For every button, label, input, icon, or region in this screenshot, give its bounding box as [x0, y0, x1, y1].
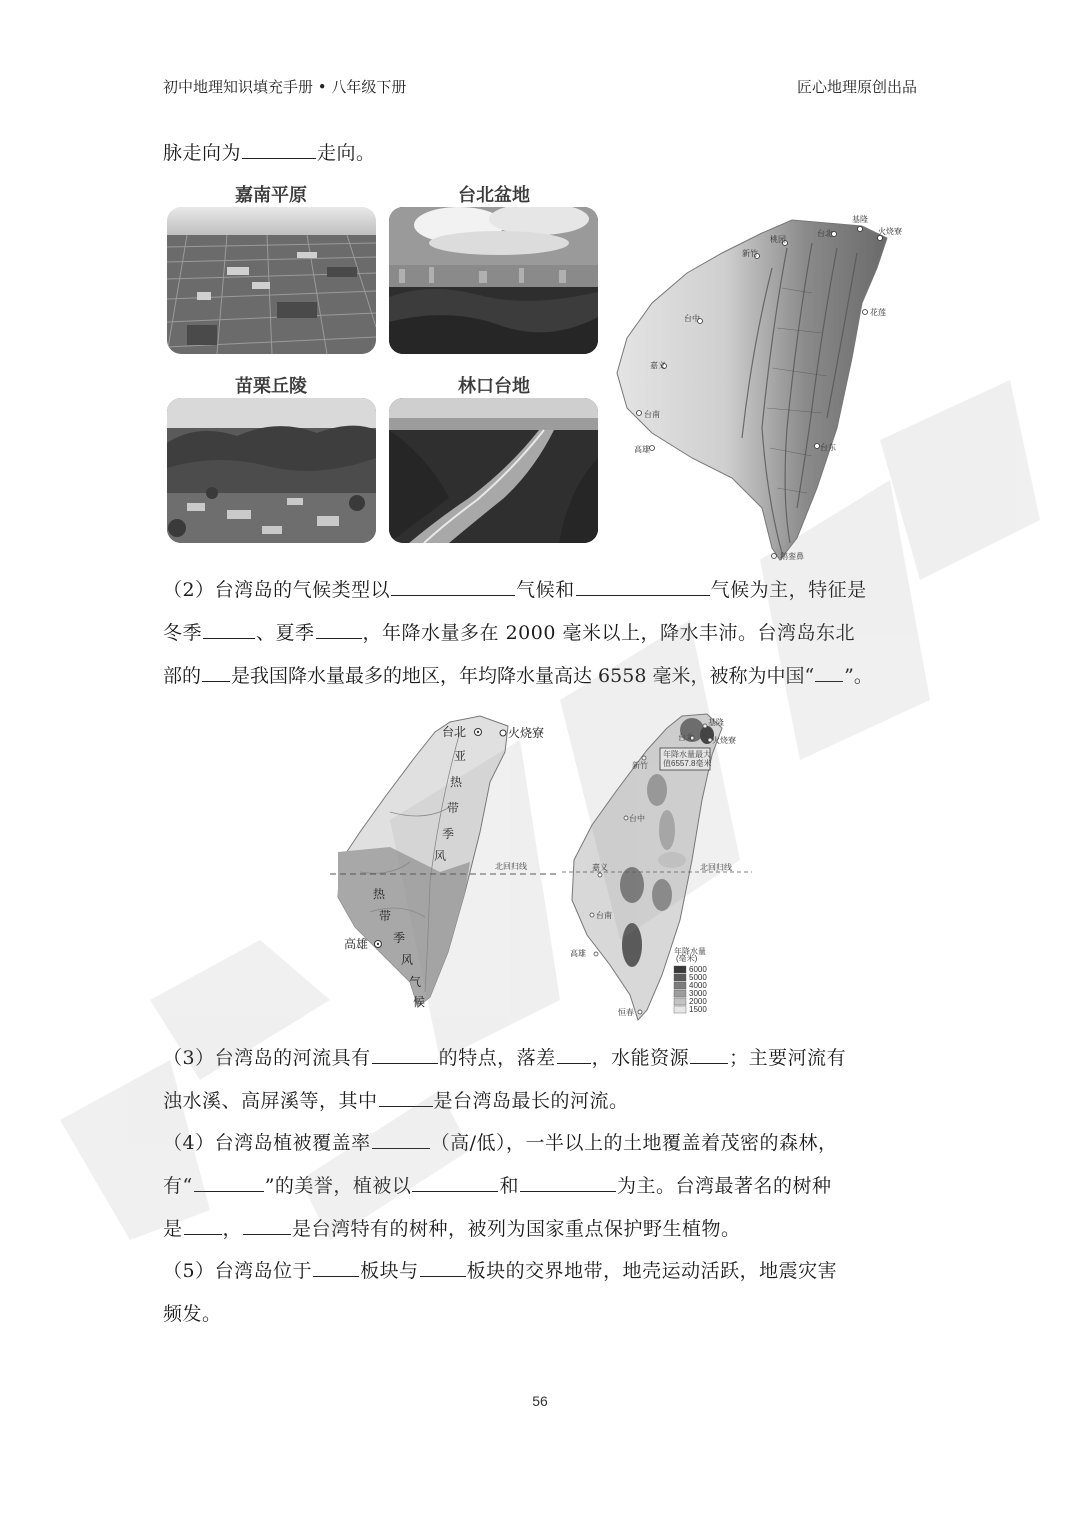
map-label-keelung: 基隆	[708, 718, 724, 727]
map-label-kaohsiung: 高雄	[344, 937, 369, 951]
zone-char: 候	[413, 995, 426, 1009]
zone-char: 热	[450, 775, 463, 789]
question-4	[163, 1122, 923, 1251]
legend-title: 年降水量	[674, 947, 706, 956]
map-label-huoshaoliao: 火烧寮	[508, 726, 545, 740]
map-label-hualien: 花莲	[870, 308, 886, 317]
q4-text: 为主。台湾最著名的树种	[616, 1175, 832, 1197]
q5-text: 板块的交界地带，地壳运动活跃，地震灾害	[466, 1260, 838, 1282]
legend-swatch	[674, 990, 686, 997]
map-label-keelung: 基隆	[852, 215, 868, 224]
q2-text: 气候和	[516, 579, 575, 601]
answer-blank[interactable]	[243, 1212, 291, 1235]
page-number: 56	[532, 1393, 548, 1409]
question-2	[163, 569, 923, 698]
answer-blank[interactable]	[194, 1169, 264, 1192]
q3-text: ，水能资源	[591, 1047, 690, 1069]
map-label-huoshaoliao: 火烧寮	[712, 736, 736, 745]
answer-blank[interactable]	[184, 1212, 222, 1235]
answer-blank[interactable]	[815, 659, 843, 682]
intro-text-pre: 脉走向为	[163, 142, 242, 164]
legend-value: 5000	[689, 973, 707, 982]
photo-caption: 台北盆地	[458, 185, 530, 206]
map-label-taitung: 台东	[820, 443, 836, 452]
taiwan-rainfall-map	[562, 710, 752, 1022]
zone-char: 季	[393, 931, 406, 945]
map-label-tainan: 台南	[596, 911, 612, 920]
map-label-chiayi: 嘉义	[650, 361, 666, 370]
tropic-label: 北回归线	[495, 862, 527, 871]
answer-blank[interactable]	[203, 616, 255, 639]
map-label-huoshaoliao: 火烧寮	[878, 227, 902, 236]
q2-text: 、夏季	[256, 622, 315, 644]
answer-blank[interactable]	[690, 1041, 728, 1064]
q4-text: 和	[499, 1175, 519, 1197]
question-5	[163, 1250, 923, 1336]
answer-blank[interactable]	[202, 659, 230, 682]
photo-caption: 苗栗丘陵	[235, 376, 307, 397]
map-label-eluanbi: 鹅銮鼻	[780, 552, 804, 561]
zone-char: 风	[401, 953, 414, 967]
q2-text: ，年降水量多在 2000 毫米以上，降水丰沛。台湾岛东北	[362, 622, 855, 644]
map-label-tainan: 台南	[644, 410, 660, 419]
taiwan-climate-map	[330, 712, 560, 1012]
q4-text: 是台湾特有的树种，被列为国家重点保护野生植物。	[292, 1218, 741, 1240]
zone-char: 亚	[454, 749, 467, 763]
plain-photo	[167, 207, 376, 354]
zone-char: 气	[409, 975, 422, 989]
q4-text: （4）台湾岛植被覆盖率	[163, 1132, 371, 1154]
answer-blank[interactable]	[313, 1254, 359, 1277]
legend-value: 2000	[689, 997, 707, 1006]
q2-text: ”。	[844, 665, 873, 687]
answer-blank[interactable]	[520, 1169, 616, 1192]
map-label-taipei: 台北	[442, 725, 467, 739]
q4-text: ，	[222, 1218, 243, 1240]
q2-text: 部的	[163, 665, 202, 687]
rain-callout: 年降水量最大	[663, 750, 711, 759]
legend-value: 1500	[689, 1005, 707, 1014]
answer-blank[interactable]	[391, 573, 515, 596]
zone-char: 带	[379, 909, 392, 923]
legend-value: 4000	[689, 981, 707, 990]
q3-text: （3）台湾岛的河流具有	[163, 1047, 371, 1069]
zone-char: 风	[434, 849, 447, 863]
zone-char: 热	[373, 887, 386, 901]
intro-text-post: 走向。	[317, 142, 376, 164]
map-label-hsinchu: 新竹	[632, 761, 648, 770]
map-label-kaohsiung: 高雄	[570, 949, 586, 958]
answer-blank[interactable]	[412, 1169, 498, 1192]
legend-value: 3000	[689, 989, 707, 998]
legend-swatch	[674, 974, 686, 981]
answer-blank[interactable]	[557, 1041, 591, 1064]
map-label-taipei: 台北	[817, 229, 833, 238]
zone-char: 带	[447, 801, 460, 815]
tropic-label: 北回归线	[700, 863, 732, 872]
map-label-taoyuan: 桃园	[770, 235, 786, 244]
answer-blank[interactable]	[420, 1254, 466, 1277]
answer-blank[interactable]	[379, 1084, 433, 1107]
hills-photo	[167, 398, 376, 543]
q3-text: 是台湾岛最长的河流。	[433, 1090, 629, 1112]
legend-swatch	[674, 982, 686, 989]
legend-swatch	[674, 966, 686, 973]
zone-char: 季	[442, 827, 455, 841]
map-label-kaohsiung: 高雄	[634, 445, 650, 454]
q3-text: 的特点，落差	[438, 1047, 556, 1069]
basin-photo	[389, 207, 598, 354]
q2-text: 冬季	[163, 622, 203, 644]
legend-swatch	[674, 998, 686, 1005]
map-label-taichung: 台中	[684, 314, 700, 323]
intro-line	[163, 132, 923, 175]
header-title: 初中地理知识填充手册 • 八年级下册	[163, 78, 407, 96]
q4-text: 有“	[163, 1175, 193, 1197]
q3-text: ；主要河流有	[729, 1047, 847, 1069]
map-label-hengchun: 恒春	[618, 1008, 634, 1017]
q2-text: 是我国降水量最多的地区，年均降水量高达 6558 毫米，被称为中国“	[231, 665, 815, 687]
answer-blank[interactable]	[372, 1126, 430, 1149]
q2-text: 气候为主，特征是	[710, 579, 867, 601]
question-3	[163, 1037, 923, 1123]
legend-title: (毫米)	[676, 954, 698, 963]
photo-caption: 林口台地	[458, 376, 530, 397]
answer-blank[interactable]	[242, 136, 316, 159]
legend-swatch	[674, 1006, 686, 1013]
q4-text: ”的美誉，植被以	[264, 1175, 412, 1197]
answer-blank[interactable]	[372, 1041, 438, 1064]
photo-caption: 嘉南平原	[235, 185, 307, 206]
q5-text: （5）台湾岛位于	[163, 1260, 313, 1282]
map-label-hsinchu: 新竹	[742, 249, 758, 258]
plateau-photo	[389, 398, 598, 543]
answer-blank[interactable]	[316, 616, 362, 639]
map-label-taichung: 台中	[629, 814, 645, 823]
taiwan-relief-map	[612, 208, 912, 566]
q5-text: 频发。	[163, 1303, 222, 1325]
q5-text: 板块与	[360, 1260, 419, 1282]
q4-text: （高/低），一半以上的土地覆盖着茂密的森林，	[430, 1132, 838, 1154]
header-publisher: 匠心地理原创出品	[796, 78, 917, 96]
q2-text: （2）台湾岛的气候类型以	[163, 579, 391, 601]
answer-blank[interactable]	[576, 573, 710, 596]
map-label-taipei: 台北	[678, 733, 694, 742]
legend-value: 6000	[689, 965, 707, 974]
q3-text: 浊水溪、高屏溪等，其中	[163, 1090, 378, 1112]
rain-callout: 值6557.8毫米	[663, 759, 712, 768]
q4-text: 是	[163, 1218, 183, 1240]
map-label-chiayi: 嘉义	[592, 863, 608, 872]
rain-legend	[674, 946, 707, 1014]
